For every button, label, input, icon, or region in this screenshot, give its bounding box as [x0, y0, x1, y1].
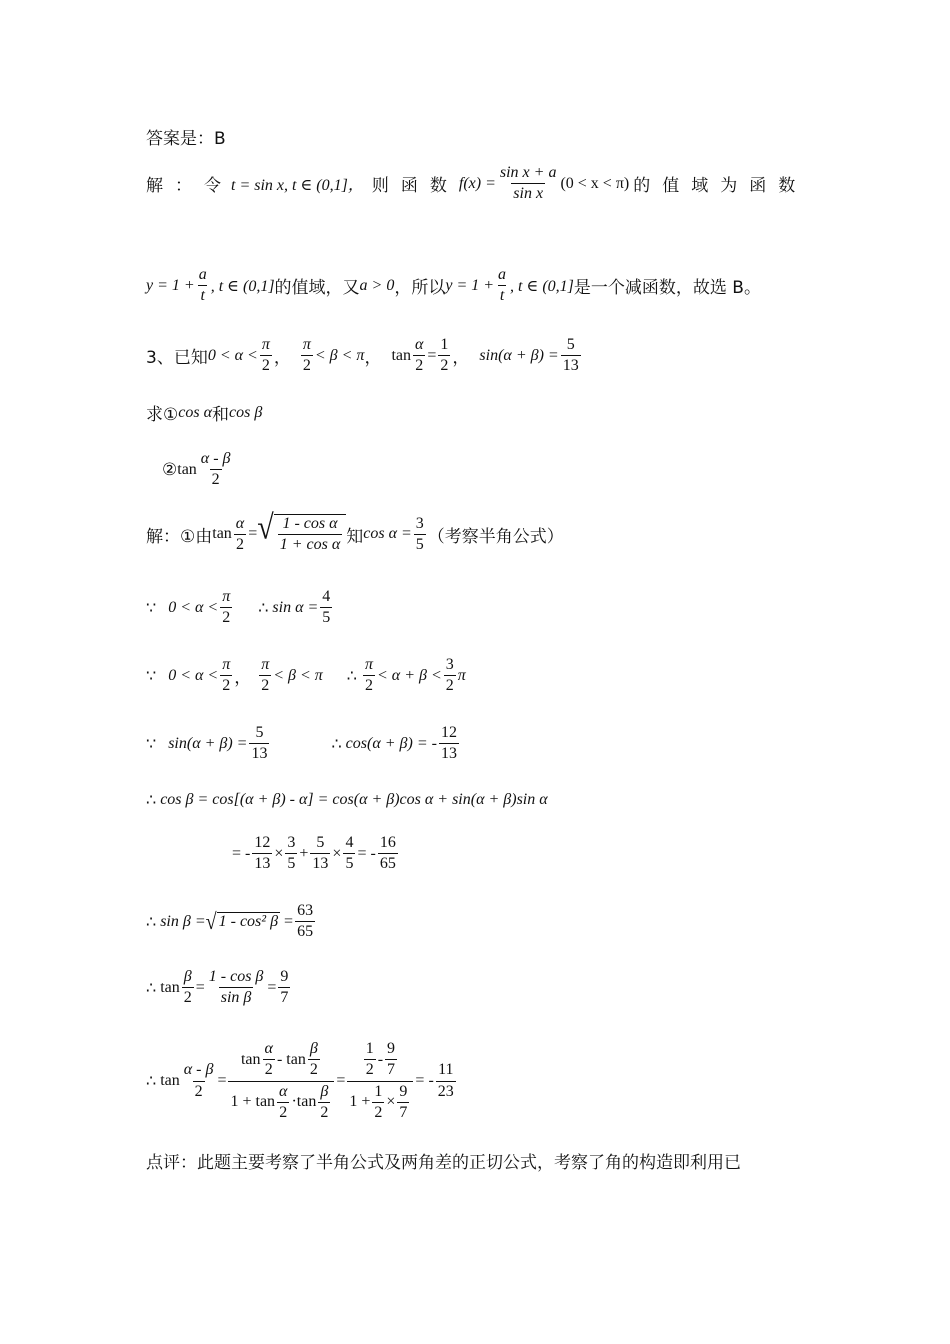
one-half: [438, 336, 450, 376]
nine-a: 9: [387, 1040, 396, 1057]
alpha-num: α: [414, 336, 424, 353]
tan-half-diff: [199, 450, 233, 490]
cond1-left: 0 < α <: [207, 346, 258, 364]
equals-2: =: [248, 525, 258, 543]
pi-over-2-d: [363, 656, 375, 696]
comma-4: ，: [234, 668, 252, 689]
beta-over-2-b: [318, 1083, 330, 1123]
frac-5-13: [310, 834, 330, 874]
alpha-over-2-a: [263, 1040, 275, 1080]
therefore-symbol: ∴: [258, 599, 269, 617]
f-fraction: [498, 164, 559, 204]
f-lhs: f(x) =: [458, 174, 496, 192]
sqrt-cos2-body: 1 - cos² β: [218, 913, 279, 931]
thirteen-den: 13: [562, 357, 579, 375]
seven-den: 7: [280, 989, 289, 1007]
tan-c: tan: [296, 1093, 317, 1111]
four-num: 4: [322, 588, 331, 605]
five-thirteenths: [561, 336, 581, 376]
sqrt-expression: [257, 508, 346, 555]
tan-label-2: tan: [177, 460, 197, 478]
y-numerator-2: a: [498, 266, 507, 283]
cond1-frac: [260, 336, 272, 376]
half-b: [372, 1083, 384, 1123]
t-definition: t = sin x, t ∈ (0,1]，: [231, 177, 364, 195]
tan-beta-frac: [207, 968, 266, 1008]
equals-4: =: [195, 978, 205, 996]
five-den-3: 5: [287, 855, 296, 873]
range-sum: < α + β <: [377, 666, 442, 684]
sixtyfive-den: 65: [379, 855, 396, 873]
ask-label: 求①: [146, 405, 179, 425]
sqrt-cos2: [205, 909, 280, 935]
part2-label: ②: [162, 459, 178, 480]
equals: =: [427, 346, 437, 364]
answer-label: 答案是：B: [146, 129, 226, 149]
sin-sum-lhs: sin(α + β) =: [479, 346, 559, 364]
tan-half-alpha-2: [234, 515, 246, 555]
tan-label: tan: [391, 346, 411, 364]
two-den-9: 2: [261, 677, 270, 695]
sixtythree-num: 63: [297, 902, 314, 919]
nine-b: 9: [399, 1082, 408, 1100]
sixtyfive-den-2: 65: [297, 923, 314, 941]
sin-beta-line: [146, 902, 317, 942]
three-num-3: 3: [287, 834, 296, 851]
twelve-thirteenths: [439, 724, 459, 764]
y-denominator-2: t: [499, 287, 505, 305]
sqrt-numerator: 1 - cos α: [282, 515, 338, 532]
tan-label-5: tan: [160, 1072, 180, 1090]
half-angle-note: （考察半角公式）: [427, 526, 564, 547]
y-lhs-2: y = 1 +: [445, 276, 495, 294]
sin-beta-eq: sin β =: [160, 912, 206, 930]
five-num-2: 5: [255, 724, 264, 741]
seven-b: 7: [399, 1104, 408, 1122]
four-fifths: [320, 588, 332, 628]
range-alpha: 0 < α <: [168, 598, 219, 616]
sol3-line1: [146, 508, 564, 555]
therefore-symbol-4: ∴: [146, 792, 157, 809]
comment-text: 点评：此题主要考察了半角公式及两角差的正切公式，考察了角的构造即利用已: [146, 1153, 741, 1173]
tan-beta-num: 1 - cos β: [208, 968, 264, 985]
therefore-symbol-7: ∴: [146, 1073, 157, 1091]
two-d: 2: [320, 1104, 329, 1122]
eq-minus: = -: [232, 844, 251, 862]
three-halves: [444, 656, 456, 696]
two-den-5: 2: [211, 471, 220, 489]
cos-sum-eq: cos(α + β) = -: [345, 734, 437, 752]
two-den-2: 2: [302, 357, 311, 375]
numeric-formula: [347, 1040, 413, 1123]
equals-5: =: [267, 978, 277, 996]
thirteen-den-3: 13: [440, 745, 457, 763]
beta-over-2-a: [308, 1040, 320, 1080]
tan-a: tan: [240, 1050, 261, 1068]
one-a: 1: [365, 1040, 374, 1057]
eleven-num: 11: [438, 1061, 454, 1079]
sixteen-num: 16: [379, 834, 396, 851]
frac-12-13: [252, 834, 272, 874]
text-decreasing: 是一个减函数，故选 B。: [573, 278, 761, 299]
question3-line: [146, 336, 583, 376]
y-lhs: y = 1 +: [146, 276, 195, 294]
because-symbol-2: ∵: [146, 667, 157, 685]
equals-7: =: [336, 1072, 346, 1090]
comma-2: ，: [364, 348, 382, 369]
ask-line: [146, 400, 262, 425]
five-den-4: 5: [345, 855, 354, 873]
eq-minus-2: = -: [357, 844, 376, 862]
sin-alpha-eq: sin α =: [272, 598, 319, 616]
therefore-symbol-5: ∴: [146, 913, 157, 931]
sol3-label: 解：①由: [146, 526, 213, 547]
sqrt-denominator: 1 + cos α: [279, 536, 341, 554]
cos-beta: cos β: [228, 403, 263, 421]
answer-line: [146, 124, 226, 149]
comment-line: [146, 1148, 741, 1173]
because-symbol-3: ∵: [146, 735, 157, 753]
alpha-num-2: α: [235, 514, 245, 532]
alpha-over-2-b: [277, 1083, 289, 1123]
two-c: 2: [279, 1104, 288, 1122]
numeric-den: [347, 1081, 413, 1123]
times-3: ×: [386, 1093, 396, 1111]
eq-minus-3: = -: [415, 1072, 434, 1090]
nine-num: 9: [280, 968, 289, 985]
cond2-right: < β < π: [314, 346, 365, 364]
pi-symbol: π: [457, 666, 466, 684]
one-plus: 1 +: [349, 1093, 371, 1111]
two-a: 2: [264, 1061, 273, 1079]
question3-label: 3、已知: [146, 348, 208, 369]
therefore-symbol-6: ∴: [146, 979, 157, 997]
range-of-text: 的值域为函数: [633, 176, 808, 197]
five-thirteenths-2: [249, 724, 269, 764]
range-beta: < β < π: [273, 666, 323, 684]
four-num-2: 4: [345, 834, 354, 851]
cos-beta-expansion: [146, 790, 548, 810]
cos-alpha: cos α: [178, 403, 212, 421]
pi-num-6: π: [364, 656, 373, 673]
two-f: 2: [374, 1104, 383, 1122]
pi-over-2: [220, 588, 232, 628]
tan-half-beta-line: [146, 968, 292, 1008]
f-numerator: sin x + a: [499, 164, 557, 181]
twelve-num-2: 12: [254, 834, 271, 851]
radical-sign: √: [257, 508, 274, 547]
sqrt-fraction: [278, 515, 343, 555]
three-fifths: [414, 515, 426, 555]
cos-alpha-eq: cos α =: [363, 525, 412, 543]
two-b: 2: [309, 1061, 318, 1079]
tan-half-alpha: [413, 336, 425, 376]
five-den-2: 5: [322, 609, 331, 627]
a-positive: a > 0: [359, 276, 395, 294]
because-line1: [146, 588, 334, 628]
let-text: 令: [204, 176, 221, 197]
y-domain-2: , t ∈ (0,1]: [510, 277, 574, 295]
radical-sign-2: √: [205, 909, 217, 935]
one-plus-tan: 1 + tan: [230, 1093, 276, 1111]
twentythree-den: 23: [437, 1082, 454, 1100]
dot: ·: [291, 1093, 297, 1111]
tan-label-3: tan: [212, 525, 232, 543]
pi-over-2-c: [259, 656, 271, 696]
pi-num: π: [261, 336, 270, 353]
equals-6: =: [217, 1072, 227, 1090]
pi-num-3: π: [222, 588, 231, 605]
pi-num-4: π: [222, 656, 231, 673]
because-line2: [146, 656, 466, 696]
five-den: 5: [415, 535, 424, 553]
y-fraction: [197, 266, 209, 306]
tan-label-4: tan: [160, 978, 180, 996]
therefore-symbol-3: ∴: [331, 735, 342, 753]
pi-num-5: π: [261, 656, 270, 673]
cond2-frac: [301, 336, 313, 376]
three-num-2: 3: [445, 656, 454, 673]
alpha-minus-beta: α - β: [200, 450, 231, 467]
minus-b: -: [377, 1050, 384, 1068]
minus-a: -: [276, 1050, 283, 1068]
y-domain: , t ∈ (0,1]: [210, 277, 275, 295]
frac-63-65: [295, 902, 315, 942]
y-numerator: a: [198, 266, 207, 283]
then-function-text: 则函数: [371, 176, 459, 197]
cos-beta-expand: cos β = cos[(α + β) - α] = cos(α + β)cos α + sin(α + β)sin α: [160, 791, 548, 808]
pi-num-2: π: [302, 336, 311, 353]
pi-over-2-b: [220, 656, 232, 696]
seven-a: 7: [387, 1061, 396, 1079]
twelve-num: 12: [440, 724, 457, 741]
tan-beta-den: sin β: [220, 989, 252, 1007]
beta-b: β: [320, 1082, 329, 1100]
text-range-also: 的值域，又: [274, 278, 360, 299]
three-num: 3: [415, 514, 424, 532]
two-den: 2: [261, 357, 270, 375]
therefore-symbol-2: ∴: [346, 667, 357, 685]
frac-3-5: [285, 834, 297, 874]
amb-num: α - β: [183, 1061, 214, 1079]
cos-beta-value: [232, 834, 400, 874]
two-den-8: 2: [222, 677, 231, 695]
f-domain: (0 < x < π): [560, 174, 630, 192]
tan-diff-formula: [228, 1040, 334, 1123]
two-den-4: 2: [440, 357, 449, 375]
alpha-b: α: [279, 1082, 288, 1100]
text-so: ，所以: [394, 278, 446, 299]
because-symbol: ∵: [146, 599, 157, 617]
f-denominator: sin x: [513, 185, 544, 203]
alpha-a: α: [264, 1040, 273, 1057]
plus: +: [299, 844, 309, 862]
two-e: 2: [365, 1061, 374, 1079]
frac-11-23: [436, 1061, 456, 1101]
solution1-line2: [146, 266, 761, 306]
two-den-12: 2: [183, 989, 192, 1007]
two-den-13: 2: [194, 1082, 203, 1100]
tan-b: tan: [286, 1050, 306, 1068]
tan-diff-den: [228, 1081, 334, 1123]
numeric-num: [360, 1040, 401, 1081]
tan-half-diff-line: [146, 1040, 458, 1123]
beta-num: β: [183, 968, 192, 985]
comma-3: ，: [452, 348, 470, 369]
solution1-line1: [146, 164, 807, 204]
thirteen-den-4: 13: [254, 855, 271, 873]
y-fraction-2: [496, 266, 508, 306]
because-line3: [146, 724, 461, 764]
know-text: 知: [346, 526, 364, 547]
solution-label: 解：: [146, 176, 204, 197]
thirteen-den-5: 13: [312, 855, 329, 873]
five-num: 5: [566, 336, 575, 353]
comma: ，: [273, 348, 291, 369]
alpha-minus-beta-over-2: [182, 1061, 216, 1101]
times: ×: [274, 844, 284, 862]
beta-a: β: [309, 1040, 318, 1057]
range-alpha-2: 0 < α <: [168, 666, 219, 684]
equals-3: =: [284, 912, 294, 930]
y-denominator: t: [200, 287, 205, 305]
two-den-3: 2: [415, 357, 424, 375]
times-2: ×: [332, 844, 342, 862]
two-den-11: 2: [445, 677, 454, 695]
frac-4-5: [343, 834, 355, 874]
thirteen-den-2: 13: [251, 745, 268, 763]
tan-diff-num: [239, 1040, 324, 1081]
nine-sevenths-a: [385, 1040, 397, 1080]
nine-sevenths-b: [397, 1083, 409, 1123]
five-num-3: 5: [316, 834, 325, 851]
and-text: 和: [211, 405, 229, 425]
frac-9-7: [278, 968, 290, 1008]
sin-sum-lhs-2: sin(α + β) =: [168, 734, 248, 752]
two-den-7: 2: [222, 609, 231, 627]
one-b: 1: [374, 1082, 383, 1100]
frac-16-65: [378, 834, 398, 874]
one-num: 1: [440, 336, 449, 353]
beta-over-2: [182, 968, 194, 1008]
two-den-6: 2: [236, 535, 244, 553]
half-a: [364, 1040, 376, 1080]
two-den-10: 2: [364, 677, 373, 695]
part2-line: [162, 450, 235, 490]
